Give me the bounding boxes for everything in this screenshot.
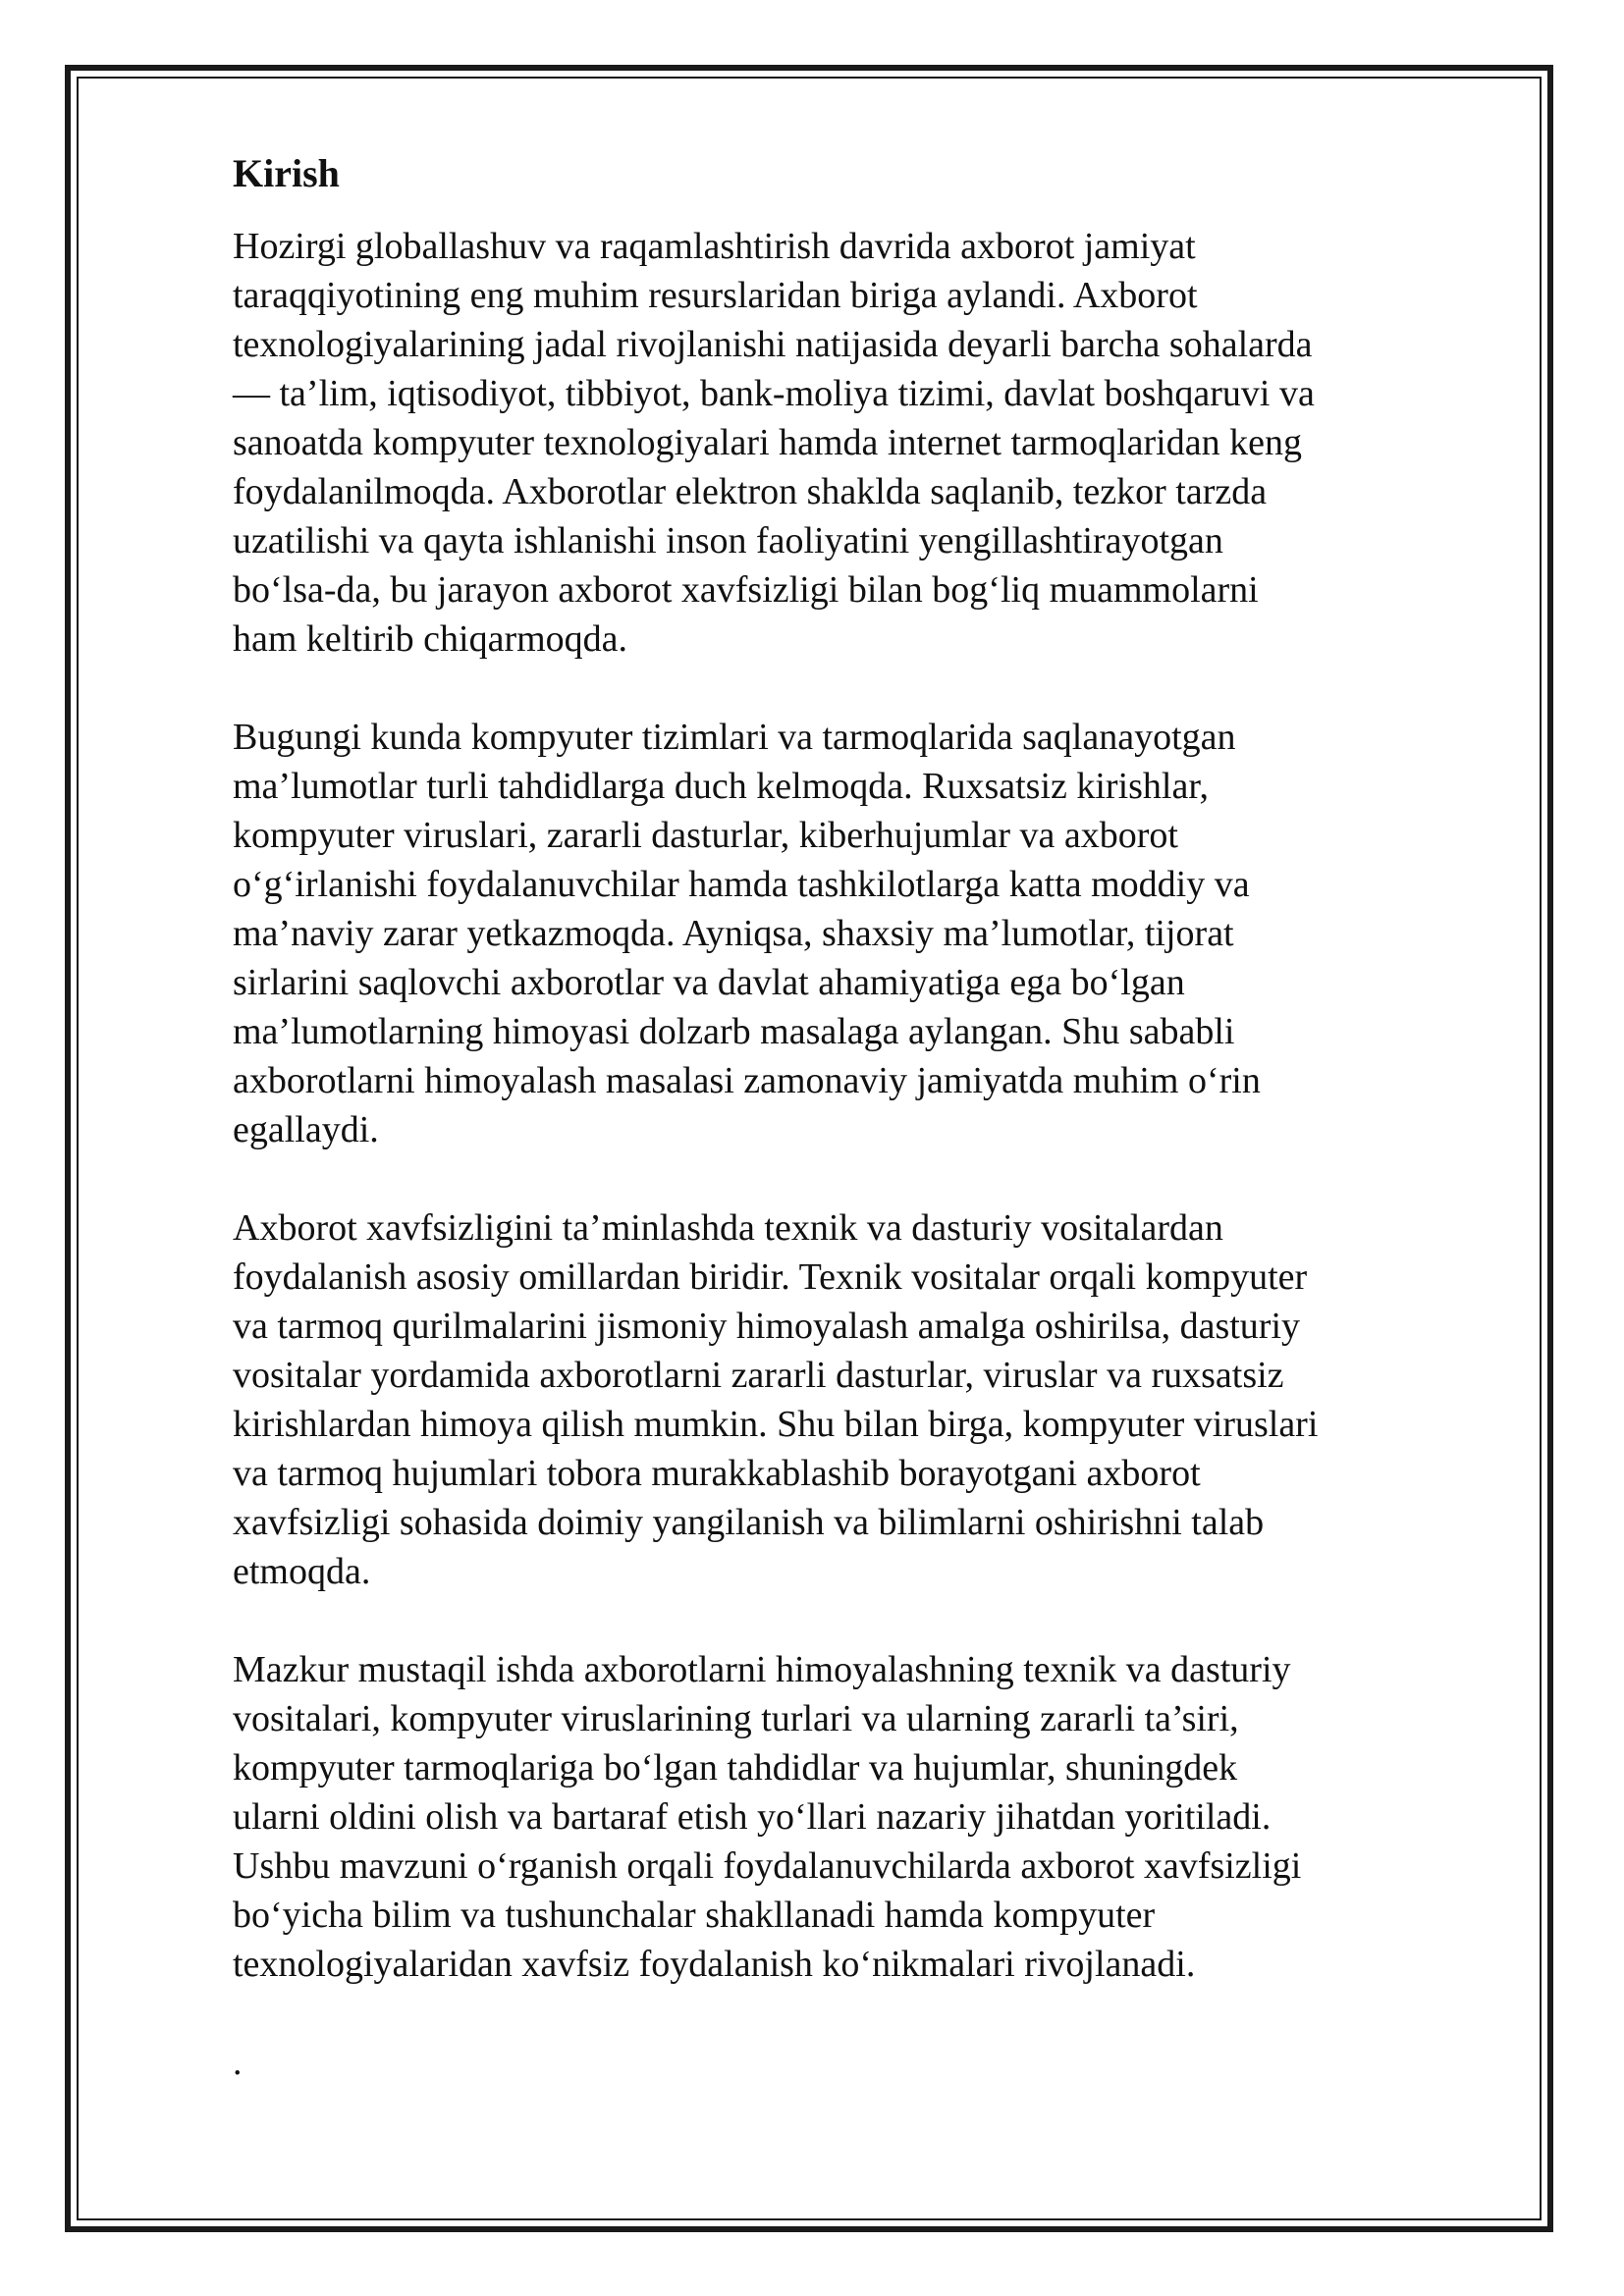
text-line: kompyuter viruslari, zararli dasturlar, kiberhujumlar va axborot: [233, 815, 1178, 856]
text-line: ham keltirib chiqarmoqda.: [233, 618, 628, 660]
text-line: va tarmoq qurilmalarini jismoniy himoyalash amalga oshirilsa, dasturiy: [233, 1306, 1301, 1347]
text-line: Hozirgi globallashuv va raqamlashtirish davrida axborot jamiyat: [233, 226, 1196, 267]
text-line: foydalanish asosiy omillardan biridir. Texnik vositalar orqali kompyuter: [233, 1256, 1308, 1298]
text-line: sanoatda kompyuter texnologiyalari hamda internet tarmoqlaridan keng: [233, 422, 1302, 463]
text-line: ma’lumotlar turli tahdidlarga duch kelmoqda. Ruxsatsiz kirishlar,: [233, 766, 1209, 807]
text-line: kompyuter tarmoqlariga bo‘lgan tahdidlar va hujumlar, shuningdek: [233, 1747, 1238, 1789]
text-line: vositalar yordamida axborotlarni zararli dasturlar, viruslar va ruxsatsiz: [233, 1355, 1284, 1396]
text-line: foydalanilmoqda. Axborotlar elektron shaklda saqlanib, tezkor tarzda: [233, 471, 1268, 512]
text-line: xavfsizligi sohasida doimiy yangilanish va bilimlarni oshirishni talab: [233, 1502, 1265, 1543]
section-heading: Kirish: [233, 151, 340, 195]
document-body: [233, 149, 1509, 2087]
text-line: kirishlardan himoya qilish mumkin. Shu bilan birga, kompyuter viruslari: [233, 1404, 1319, 1445]
text-line: Mazkur mustaqil ishda axborotlarni himoyalashning texnik va dasturiy: [233, 1649, 1291, 1690]
text-line: texnologiyalaridan xavfsiz foydalanish ko‘nikmalari rivojlanadi.: [233, 1944, 1196, 1985]
text-line: ma’lumotlarning himoyasi dolzarb masalaga aylangan. Shu sababli: [233, 1011, 1235, 1052]
text-line: ma’naviy zarar yetkazmoqda. Ayniqsa, shaxsiy ma’lumotlar, tijorat: [233, 913, 1234, 954]
text-line: egallaydi.: [233, 1109, 379, 1150]
paragraph-4: [233, 1645, 1509, 1989]
text-line: bo‘lsa-da, bu jarayon axborot xavfsizligi bilan bog‘liq muammolarni: [233, 569, 1259, 611]
paragraph-3: [233, 1203, 1509, 1596]
text-line: Bugungi kunda kompyuter tizimlari va tarmoqlarida saqlanayotgan: [233, 717, 1236, 758]
text-line: texnologiyalarining jadal rivojlanishi natijasida deyarli barcha sohalarda: [233, 324, 1313, 365]
text-line: o‘g‘irlanishi foydalanuvchilar hamda tashkilotlarga katta moddiy va: [233, 864, 1250, 905]
paragraph-1: [233, 222, 1509, 664]
text-line: taraqqiyotining eng muhim resurslaridan biriga aylandi. Axborot: [233, 275, 1198, 316]
text-line: ularni oldini olish va bartaraf etish yo‘llari nazariy jihatdan yoritiladi.: [233, 1796, 1272, 1838]
text-line: bo‘yicha bilim va tushunchalar shakllanadi hamda kompyuter: [233, 1895, 1156, 1936]
text-line: Ushbu mavzuni o‘rganish orqali foydalanuvchilarda axborot xavfsizligi: [233, 1845, 1302, 1887]
text-line: va tarmoq hujumlari tobora murakkablashib borayotgani axborot: [233, 1453, 1201, 1494]
text-line: vositalari, kompyuter viruslarining turlari va ularning zararli ta’siri,: [233, 1698, 1239, 1739]
text-line: Axborot xavfsizligini ta’minlashda texnik va dasturiy vositalardan: [233, 1207, 1223, 1249]
text-line: — ta’lim, iqtisodiyot, tibbiyot, bank-moliya tizimi, davlat boshqaruvi va: [233, 373, 1315, 414]
trailing-mark: .: [233, 2042, 243, 2083]
text-line: sirlarini saqlovchi axborotlar va davlat ahamiyatiga ega bo‘lgan: [233, 962, 1185, 1003]
text-line: uzatilishi va qayta ishlanishi inson faoliyatini yengillashtirayotgan: [233, 520, 1223, 561]
paragraph-2: [233, 713, 1509, 1154]
text-line: axborotlarni himoyalash masalasi zamonaviy jamiyatda muhim o‘rin: [233, 1060, 1261, 1101]
text-line: etmoqda.: [233, 1551, 371, 1592]
